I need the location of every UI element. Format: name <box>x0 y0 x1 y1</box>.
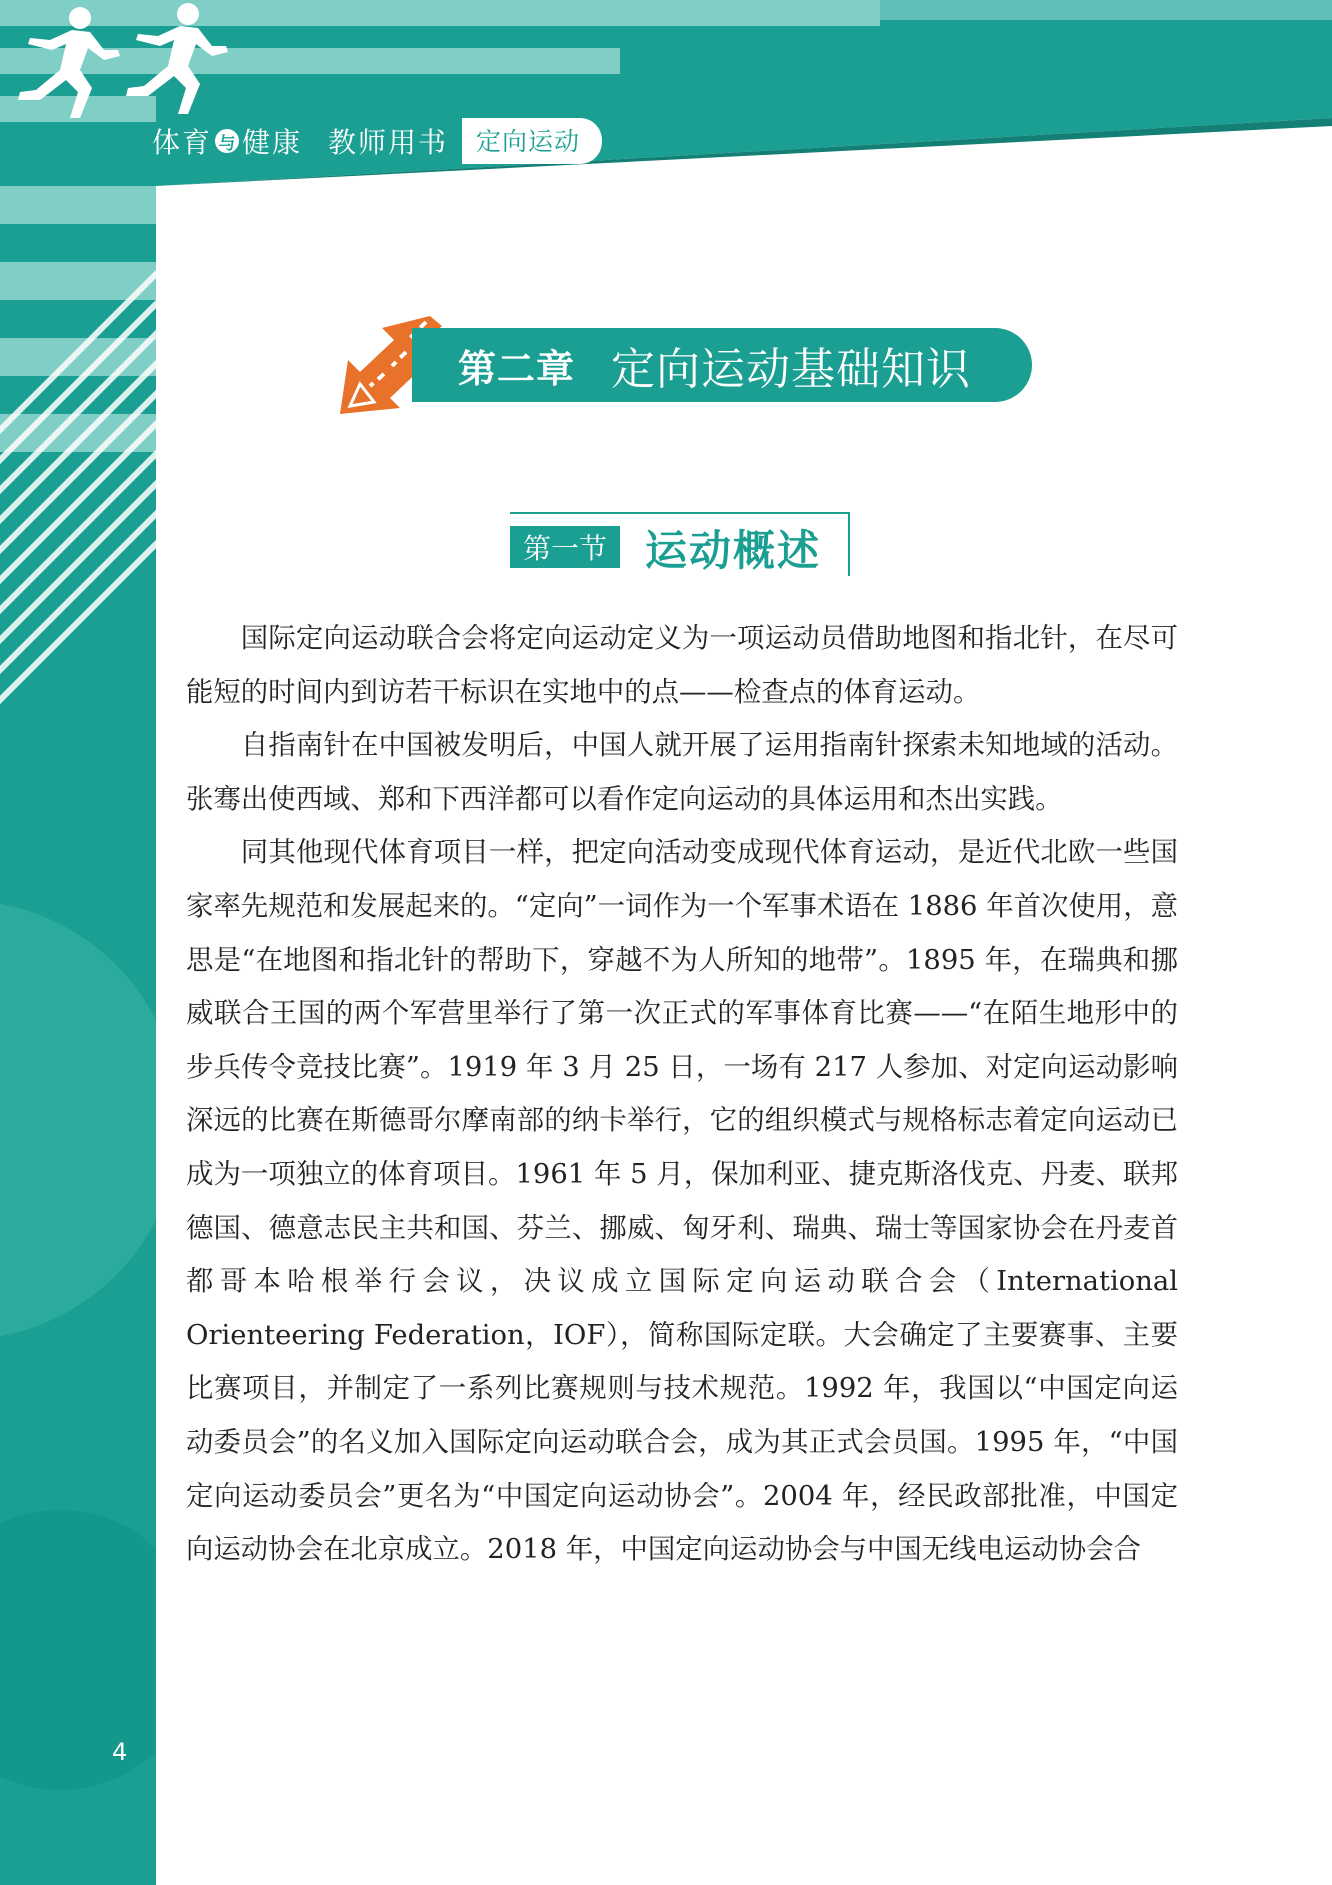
chapter-heading <box>412 328 1032 402</box>
section-title: 运动概述 <box>645 526 822 575</box>
paragraph-1: 国际定向运动联合会将定向运动定义为一项运动员借助地图和指北针，在尽可能短的时间内到访若干标识在实地中的点——检查点的体育运动。 <box>186 623 1178 708</box>
book-title-part2: 健康 <box>242 126 303 159</box>
body-text <box>186 612 1178 1577</box>
book-title-badge: 与 <box>215 129 239 153</box>
strip-pattern <box>0 0 156 1885</box>
left-decorative-strip <box>0 0 156 1885</box>
page-header <box>0 0 1332 186</box>
paragraph-3: 同其他现代体育项目一样，把定向活动变成现代体育运动，是近代北欧一些国家率先规范和发展起来的。“定向”一词作为一个军事术语在 1886 年首次使用，意思是“在地图和指北针的帮助下，穿越不为人所知的地带”。1895 年，在瑞典和挪威联合王国的两个军营里举行了第一次正式的军事体育比赛——“在陌生地形中的步兵传令竞技比赛”。1919 年 3 月 25 日，一场有 217 人参加、对定向运动影响深远的比赛在斯德哥尔摩南部的纳卡举行，它的组织模式与规格标志着定向运动已成为一项独立的体育项目。1961 年 5 月，保加利亚、捷克斯洛伐克、丹麦、联邦德国、德意志民主共和国、芬兰、挪威、匈牙利、瑞典、瑞士等国家协会在丹麦首都哥本哈根举行会议，决议成立国际定向运动联合会（International Orienteering Federation，IOF），简称国际定联。大会确定了主要赛事、主要比赛项目，并制定了一系列比赛规则与技术规范。1992 年，我国以“中国定向运动委员会”的名义加入国际定向运动联合会，成为其正式会员国。1995 年，“中国定向运动委员会”更名为“中国定向运动协会”。2004 年，经民政部批准，中国定向运动协会在北京成立。2018 年，中国定向运动协会与中国无线电运动协会合 <box>186 837 1178 1566</box>
paragraph-2: 自指南针在中国被发明后，中国人就开展了运用指南针探索未知地域的活动。张骞出使西域、郑和下西洋都可以看作定向运动的具体运用和杰出实践。 <box>186 730 1178 815</box>
section-number: 第一节 <box>510 526 620 568</box>
module-tag: 定向运动 <box>462 118 602 164</box>
book-title-part1: 体育 <box>152 126 213 159</box>
running-athletes-icon <box>0 0 240 120</box>
book-subtitle: 教师用书 <box>328 126 449 159</box>
header-book-title <box>152 118 602 164</box>
chapter-title: 定向运动基础知识 <box>611 344 972 395</box>
page-number: 4 <box>112 1738 128 1766</box>
chapter-number: 第二章 <box>458 346 576 391</box>
section-heading <box>510 512 855 578</box>
